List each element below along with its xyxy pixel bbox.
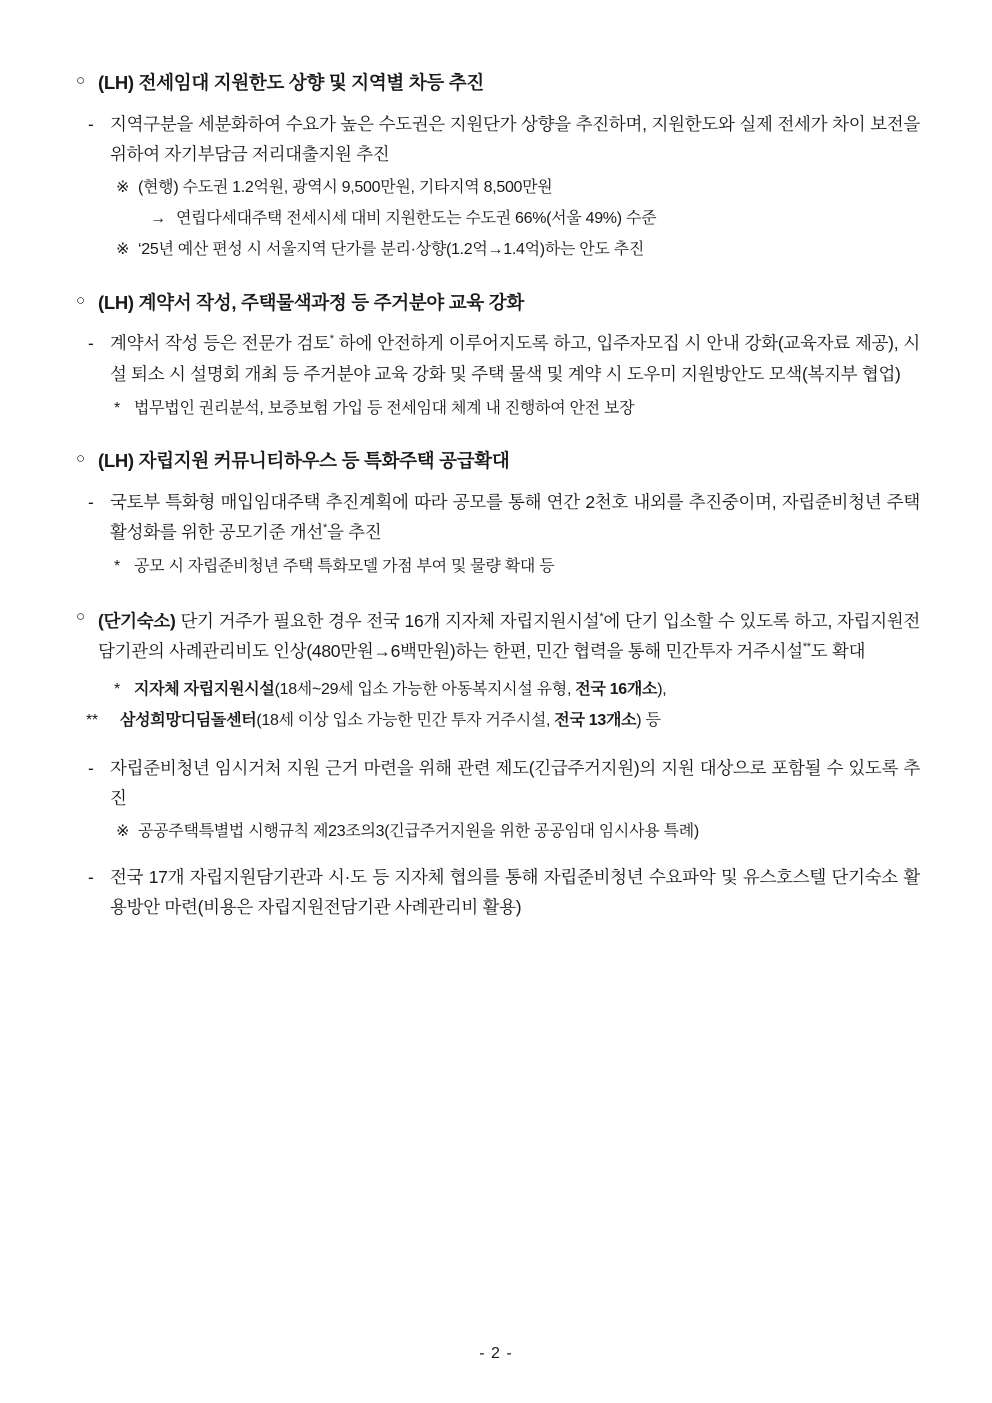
footnote-item	[72, 676, 920, 703]
page-number: - 2 -	[479, 1345, 513, 1362]
dash-bullet-icon: -	[88, 113, 94, 134]
spacer	[72, 850, 920, 862]
section-education	[72, 290, 920, 422]
section-short-term-housing	[72, 606, 920, 922]
circle-bullet-icon: ○	[76, 449, 85, 467]
footnote-text-end: ),	[657, 681, 667, 699]
list-item-text	[110, 328, 920, 388]
list-item	[72, 328, 920, 388]
section-heading	[72, 448, 920, 475]
section-heading	[72, 606, 920, 666]
list-item	[72, 487, 920, 547]
footnote-text-mid: (18세 이상 입소 가능한 민간 투자 거주시설,	[256, 712, 555, 730]
list-item	[72, 862, 920, 922]
footnote-text-end: ) 등	[636, 712, 661, 730]
arrow-right-icon: →	[150, 209, 166, 227]
arrow-item-text: 연립다세대주택 전세시세 대비 지원한도는 수도권 66%(서울 49%) 수준	[176, 209, 657, 227]
section-heading	[72, 70, 920, 97]
footnote-marker-double: **	[802, 641, 811, 654]
list-item-text-post: 하에 안전하게 이루어지도록 하고, 입주자모집 시 안내 강화(교육자료 제공), 시설 퇴소 시 설명회 개최 등 주거분야 교육 강화 및 주택 물색 및 계약 시 도우미 지원방안도 모색(복지부 협업)	[110, 333, 920, 384]
footnote-marker: *	[599, 611, 604, 624]
list-item-text-post: 을 추진	[326, 521, 382, 542]
dash-bullet-icon: -	[88, 866, 94, 887]
asterisk-icon: *	[114, 557, 120, 575]
footnote-marker: *	[329, 333, 334, 346]
reference-mark-icon: ※	[116, 822, 130, 840]
document-body	[72, 70, 920, 922]
dash-bullet-icon: -	[88, 333, 94, 354]
footnote-item-text: 공모 시 자립준비청년 주택 특화모델 가점 부여 및 물량 확대 등	[134, 557, 555, 575]
circle-bullet-icon: ○	[76, 608, 85, 625]
section-heading-post: 도 확대	[810, 641, 866, 662]
note-item-text: 공공주택특별법 시행규칙 제23조의3(긴급주거지원을 위한 공공임대 임시사용 특례)	[138, 822, 699, 840]
list-item-text: 전국 17개 자립지원담기관과 시·도 등 지자체 협의를 통해 자립준비청년 수요파악 및 유스호스텔 단기숙소 활용방안 마련(비용은 자립지원전담기관 사례관리비 활용)	[110, 866, 920, 917]
list-item-text	[110, 487, 920, 547]
footnote-text-mid: (18세~29세 입소 가능한 아동복지시설 유형,	[274, 681, 576, 699]
footnote-item-text	[120, 707, 920, 734]
section-jeonse-limit	[72, 70, 920, 264]
section-heading-text	[98, 606, 920, 666]
footnote-bold-tail: 전국 16개소	[575, 681, 658, 699]
section-community-house	[72, 448, 920, 580]
dash-bullet-icon: -	[88, 757, 94, 778]
footnote-item	[72, 707, 920, 734]
asterisk-double-icon: **	[86, 712, 98, 730]
circle-bullet-icon: ○	[76, 291, 85, 309]
footnote-bold-tail: 전국 13개소	[554, 712, 637, 730]
note-item	[72, 175, 920, 202]
footnote-item-text: 법무법인 권리분석, 보증보험 가입 등 전세임대 체계 내 진행하여 안전 보장	[134, 399, 635, 417]
list-item-text-pre: 국토부 특화형 매입임대주택 추진계획에 따라 공모를 통해 연간 2천호 내외를 추진중이며, 자립준비청년 주택 활성화를 위한 공모기준 개선	[110, 491, 920, 542]
footnote-bold-lead: 삼성희망디딤돌센터	[120, 712, 257, 730]
list-item-text: 자립준비청년 임시거처 지원 근거 마련을 위해 관련 제도(긴급주거지원)의 지원 대상으로 포함될 수 있도록 추진	[110, 757, 920, 808]
asterisk-icon: *	[114, 681, 120, 699]
section-heading-text: (LH) 전세임대 지원한도 상향 및 지역별 차등 추진	[98, 72, 484, 93]
asterisk-icon: *	[114, 399, 120, 417]
list-item-text: 지역구분을 세분화하여 수요가 높은 수도권은 지원단가 상향을 추진하며, 지원한도와 실제 전세가 차이 보전을 위하여 자기부담금 저리대출지원 추진	[110, 113, 920, 164]
section-heading-text: (LH) 계약서 작성, 주택물색과정 등 주거분야 교육 강화	[98, 291, 524, 313]
list-item	[72, 753, 920, 813]
arrow-item	[72, 206, 920, 233]
footnote-item	[72, 395, 920, 422]
footnote-marker: *	[322, 521, 327, 534]
section-heading-text: (LH) 자립지원 커뮤니티하우스 등 특화주택 공급확대	[98, 449, 510, 471]
footnote-item	[72, 553, 920, 580]
dash-bullet-icon: -	[88, 491, 94, 512]
section-heading-mid: 에 단기 입소할 수 있도록 하고, 자립지원전담기관의 사례관리비도 인상(480만원→6백만원)하는 한편, 민간 협력을 통해 민간투자 거주시설	[98, 611, 921, 662]
reference-mark-icon: ※	[116, 179, 130, 196]
footnote-bold-lead: 지자체 자립지원시설	[134, 681, 275, 699]
reference-mark-icon: ※	[116, 240, 130, 258]
note-item	[72, 819, 920, 846]
note-item	[72, 237, 920, 264]
list-item	[72, 109, 920, 169]
section-heading-pre: 단기 거주가 필요한 경우 전국 16개 지자체 자립지원시설	[175, 611, 600, 631]
spacer	[72, 739, 920, 753]
note-item-text: ‘25년 예산 편성 시 서울지역 단가를 분리·상향(1.2억→1.4억)하는 안도 추진	[138, 240, 644, 258]
list-item-text-pre: 계약서 작성 등은 전문가 검토	[110, 333, 330, 354]
section-heading	[72, 290, 920, 317]
circle-bullet-icon: ○	[76, 72, 85, 89]
footnote-item-text	[134, 676, 920, 703]
note-item-text: (현행) 수도권 1.2억원, 광역시 9,500만원, 기타지역 8,500만원	[138, 179, 553, 196]
section-heading-label: (단기숙소)	[98, 611, 176, 631]
